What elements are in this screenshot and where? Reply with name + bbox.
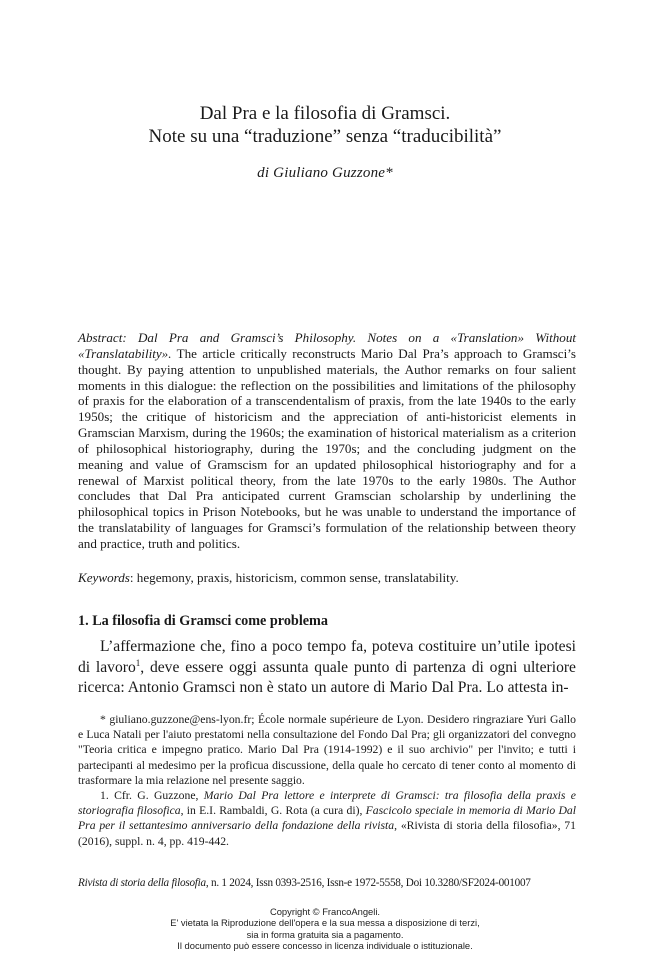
- journal-citation: [78, 877, 576, 889]
- footnote-1-part-c: , in E.I. Rambaldi, G. Rota (a cura di),: [180, 804, 366, 818]
- copyright-notice: [0, 906, 650, 952]
- footnote-1-part-a: 1. Cfr. G. Guzzone,: [100, 789, 204, 803]
- title-line-2: Note su una “traduzione” senza “traducibilità”: [148, 126, 502, 147]
- footnote-1-part-b: Mario Dal Pra lettore e interprete di Gramsci: tra filosofia della praxis e storiografia filosofica: [78, 789, 576, 818]
- footnote-star: * giuliano.guzzone@ens-lyon.fr; École normale supérieure de Lyon. Desidero ringraziare Yuri Gallo e Luca Natali per l'aiuto prestatomi nella consultazione del Fondo Dal Pra; gli organizzatori del convegno "Teoria critica e impegno pratico. Mario Dal Pra (1914-1992) e il suo archivio" per l'invito; e tutti i partecipanti al medesimo per la proficua discussione, della quale ho cercato di tener conto al momento di trasformare la mia relazione nel presente saggio.: [78, 713, 576, 787]
- footnotes: [78, 712, 576, 849]
- section-heading: 1. La filosofia di Gramsci come problema: [78, 613, 328, 629]
- author-byline: di Giuliano Guzzone*: [257, 165, 393, 181]
- copyright-line-2: E' vietata la Riproduzione dell'opera e la sua messa a disposizione di terzi,: [170, 917, 480, 929]
- abstract-text: The article critically reconstructs Mario Dal Pra’s approach to Gramsci’s thought. By paying attention to unpublished materials, the Author remarks on four salient moments in this dialogue: the reflection on the possibilities and limitations of the philosophy of praxis for the elaboration of a transcendentalism of praxis, from the late 1940s to the early 1950s; the critique of historicism and the appreciation of anti-historicist elements in Gramscian Marxism, during the 1960s; the examination of historical materialism as a criterion of philosophical historiography, during the 1970s; and the concluding judgment on the meaning and value of Gramscism for an updated philosophical historiography and for a renewal of Marxist political theory, from the late 1970s to the early 1980s. The Author concludes that Dal Pra anticipated current Gramscian scholarship by underlining the philosophical topics in Prison Notebooks, but he was unable to understand the importance of the translatability of languages for Gramsci’s formulation of the relationship between theory and practice, truth and politics.: [78, 345, 576, 551]
- abstract-english-title: : Dal Pra and Gramsci’s Philosophy. Notes on a «Translation» Without «Translatability».: [78, 330, 576, 361]
- footnote-1-part-d: Fascicolo speciale in memoria di Mario Dal Pra per il settantesimo anniversario della fondazione della rivista: [78, 804, 576, 833]
- body-text: [78, 637, 576, 699]
- keywords: [78, 570, 576, 586]
- title-line-1: Dal Pra e la filosofia di Gramsci.: [199, 103, 451, 124]
- footnote-ref-1[interactable]: 1: [135, 657, 141, 668]
- abstract-label: Abstract: [78, 330, 123, 345]
- copyright-line-3: sia in forma gratuita sia a pagamento.: [246, 928, 404, 940]
- footnote-1-part-e: , «Rivista di storia della filosofia», 71 (2016), suppl. n. 4, pp. 419-442.: [78, 819, 576, 848]
- keywords-label: Keywords: [78, 570, 130, 585]
- body-text-part-1: L’affermazione che, fino a poco tempo fa, poteva costituire un’utile ipotesi di lavoro: [78, 638, 576, 676]
- article-title: [0, 102, 650, 148]
- body-text-part-2: , deve essere oggi assunta quale punto di partenza di ogni ulteriore ricerca: Antonio Gramsci non è stato un autore di Mario Dal Pra. Lo attesta in-: [78, 658, 576, 697]
- footnote-1: [78, 788, 576, 849]
- copyright-line-4: Il documento può essere concesso in licenza individuale o istituzionale.: [177, 940, 473, 952]
- body-paragraph: [78, 637, 576, 699]
- abstract: [78, 330, 576, 552]
- journal-name: Rivista di storia della filosofia: [78, 877, 206, 889]
- copyright-line-1: Copyright © FrancoAngeli.: [269, 906, 381, 917]
- keywords-text: : hegemony, praxis, historicism, common sense, translatability.: [129, 570, 459, 585]
- journal-details: , n. 1 2024, Issn 0393-2516, Issn-e 1972-5558, Doi 10.3280/SF2024-001007: [205, 877, 531, 889]
